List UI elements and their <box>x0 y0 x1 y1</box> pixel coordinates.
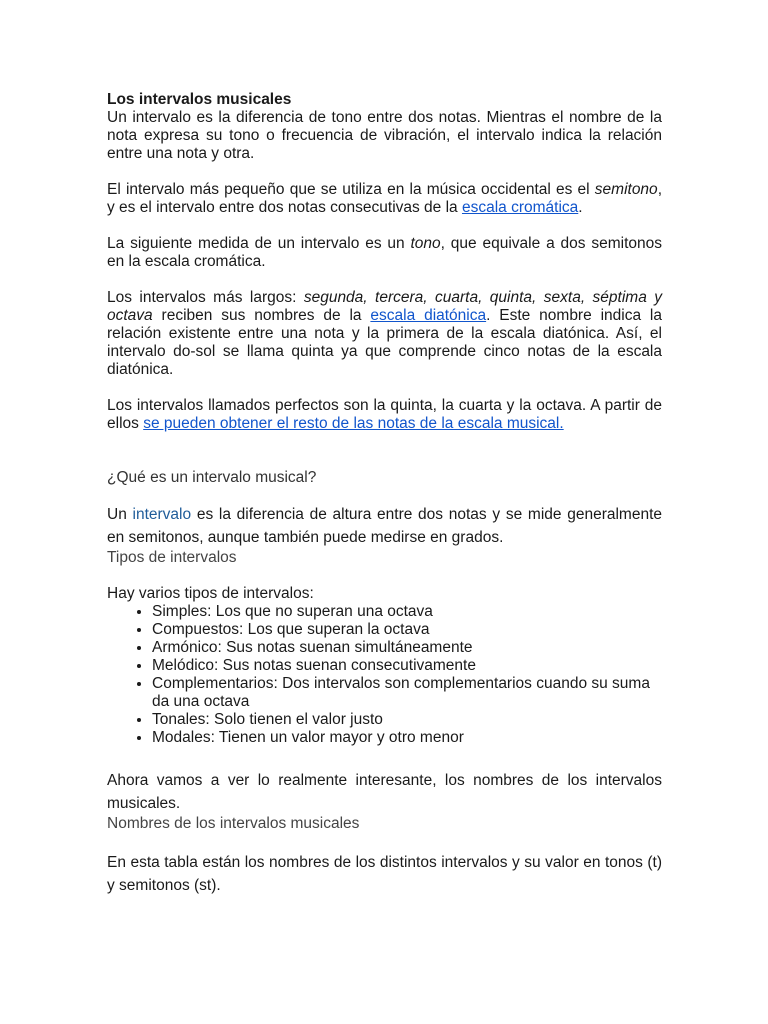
text: . <box>578 199 583 216</box>
link-resto-notas[interactable]: se pueden obtener el resto de las notas de la escala musical. <box>143 415 564 432</box>
types-intro: Hay varios tipos de intervalos: <box>107 585 314 602</box>
link-escala-cromatica[interactable]: escala cromática <box>461 199 579 216</box>
paragraph-definition: Un intervalo es la diferencia de tono entre dos notas. Mientras el nombre de la nota expresa su tono o frecuencia de vibración, el intervalo indica la relación entre una nota y otra. <box>107 109 662 162</box>
text: La siguiente medida de un intervalo es un <box>107 235 411 252</box>
keyword-intervalo: intervalo <box>132 506 192 523</box>
text: El intervalo más pequeño que se utiliza en la música occidental es el <box>107 181 595 198</box>
paragraph-intervalo-altura <box>107 503 662 549</box>
paragraph-ahora: Ahora vamos a ver lo realmente interesante, los nombres de los intervalos musicales. <box>107 772 662 812</box>
document-page <box>107 91 662 897</box>
list-item: • Tonales: Solo tienen el valor justo <box>152 711 662 729</box>
list-item: • Armónico: Sus notas suenan simultáneamente <box>152 639 662 657</box>
types-list <box>107 603 662 747</box>
heading-tipos: Tipos de intervalos <box>107 549 237 566</box>
text: es la diferencia de altura entre dos notas y se mide generalmente en semitonos, aunque también puede medirse en grados. <box>107 506 662 546</box>
text: , y es el intervalo entre dos notas consecutivas de la <box>107 181 662 216</box>
link-escala-diatonica[interactable]: escala diatónica <box>370 307 487 324</box>
list-item: • Melódico: Sus notas suenan consecutivamente <box>152 657 662 675</box>
text: , que equivale a dos semitonos en la escala cromática. <box>107 235 662 270</box>
heading-nombres: Nombres de los intervalos musicales <box>107 815 360 832</box>
document-title: Los intervalos musicales <box>107 91 292 108</box>
list-item: • Modales: Tienen un valor mayor y otro menor <box>152 729 662 747</box>
text: Los intervalos más largos: <box>107 289 304 306</box>
emphasis-tono: tono <box>410 235 441 252</box>
paragraph-tabla: En esta tabla están los nombres de los distintos intervalos y su valor en tonos (t) y semitonos (st). <box>107 854 662 894</box>
text: Los intervalos llamados perfectos son la quinta, la cuarta y la octava. A partir de ellos <box>107 397 662 432</box>
text: reciben sus nombres de la <box>152 307 371 324</box>
list-item: • Complementarios: Dos intervalos son complementarios cuando su suma da una octava <box>152 675 662 711</box>
text: Un <box>107 506 133 523</box>
text: . Este nombre indica la relación existente entre una nota y la primera de la escala diatónica. Así, el intervalo do-sol se llama quinta ya que comprende cinco notas de la escala diatónica. <box>107 307 662 378</box>
paragraph-intervalos-largos <box>107 289 662 379</box>
emphasis-semitono: semitono <box>594 181 658 198</box>
paragraph-tono <box>107 235 662 271</box>
list-item: • Compuestos: Los que superan la octava <box>152 621 662 639</box>
paragraph-perfectos <box>107 397 662 433</box>
paragraph-semitono <box>107 181 662 217</box>
heading-que-es: ¿Qué es un intervalo musical? <box>107 469 317 486</box>
emphasis-interval-names: segunda, tercera, cuarta, quinta, sexta, séptima y octava <box>107 289 662 324</box>
list-item: • Simples: Los que no superan una octava <box>152 603 662 621</box>
